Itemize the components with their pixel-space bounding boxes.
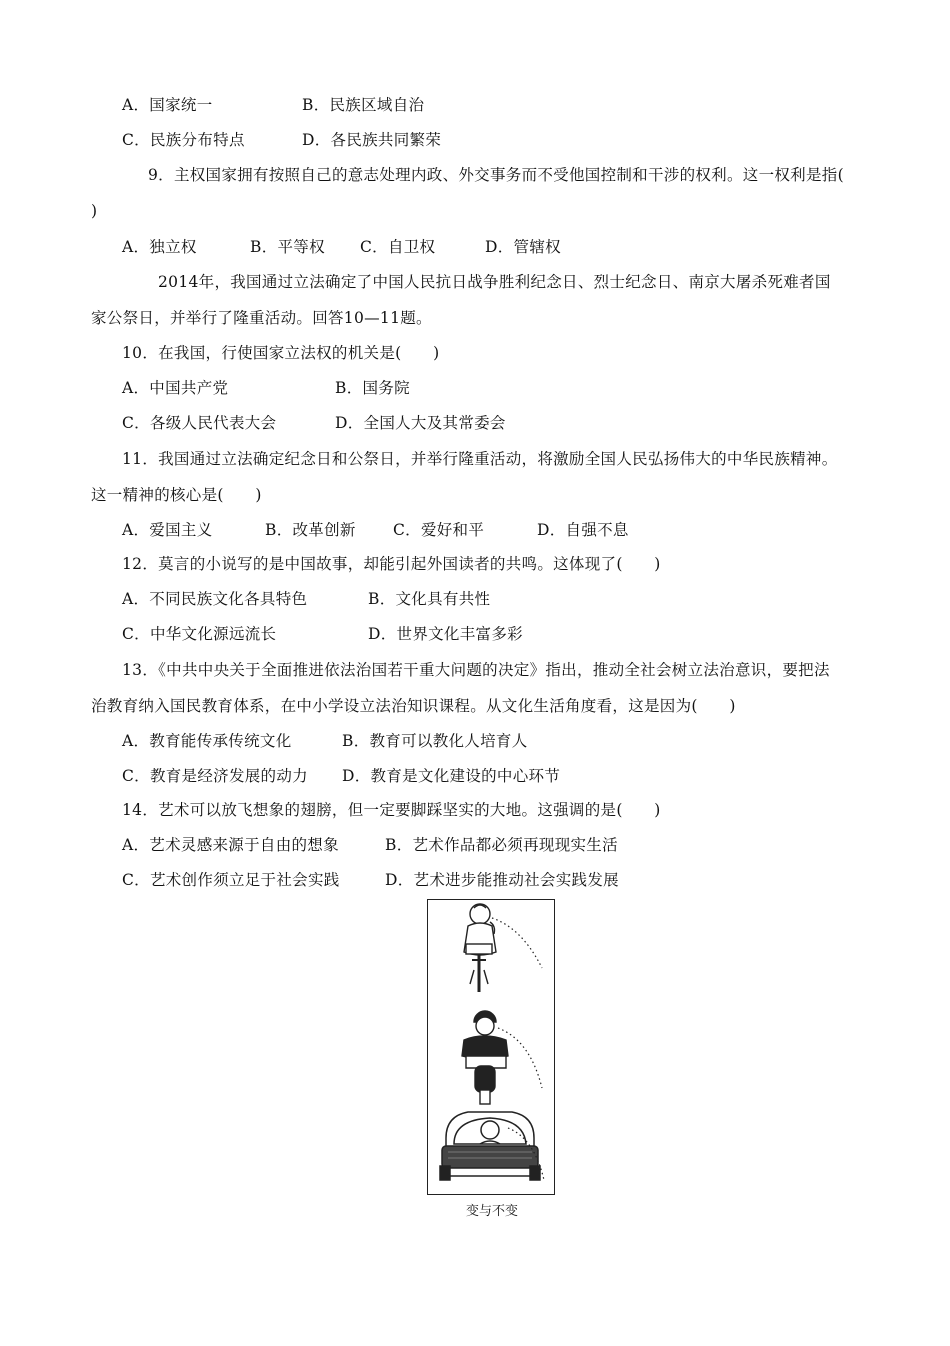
q11-option-d: D．自强不息	[537, 521, 629, 539]
q12-option-b: B．文化具有共性	[368, 590, 491, 608]
q14-option-b: B．艺术作品都必须再现现实生活	[385, 836, 618, 854]
q8-option-d: D．各民族共同繁荣	[302, 131, 442, 149]
q14-option-a: A．艺术灵感来源于自由的想象	[122, 836, 339, 854]
q13-stem-line-1: 13．《中共中央关于全面推进依法治国若干重大问题的决定》指出，推动全社会树立法治意识，要把法	[122, 661, 830, 679]
q10-option-c: C．各级人民代表大会	[122, 414, 277, 432]
material-line-1: 2014年，我国通过立法确定了中国人民抗日战争胜利纪念日、烈士纪念日、南京大屠杀死难者国	[158, 273, 831, 291]
q9-option-d: D．管辖权	[485, 238, 561, 256]
q8-option-b: B．民族区域自治	[302, 96, 425, 114]
q13-option-c: C．教育是经济发展的动力	[122, 767, 308, 785]
q8-option-c: C．民族分布特点	[122, 131, 245, 149]
q13-option-b: B．教育可以教化人培育人	[342, 732, 528, 750]
q12-stem: 12．莫言的小说写的是中国故事，却能引起外国读者的共鸣。这体现了( )	[122, 555, 661, 573]
q8-option-a: A．国家统一	[122, 96, 213, 114]
figure-caption: 变与不变	[465, 1204, 518, 1219]
q13-stem-line-2: 治教育纳入国民教育体系，在中小学设立法治知识课程。从文化生活角度看，这是因为( )	[91, 697, 736, 715]
q14-option-c: C．艺术创作须立足于社会实践	[122, 871, 340, 889]
q9-stem-line-2: )	[91, 202, 98, 220]
q13-option-d: D．教育是文化建设的中心环节	[342, 767, 561, 785]
q11-option-b: B．改革创新	[265, 521, 356, 539]
q14-option-d: D．艺术进步能推动社会实践发展	[385, 871, 619, 889]
q13-option-a: A．教育能传承传统文化	[122, 732, 292, 750]
q12-option-c: C．中华文化源远流长	[122, 625, 277, 643]
q9-option-a: A．独立权	[122, 238, 197, 256]
q11-option-c: C．爱好和平	[393, 521, 485, 539]
q11-stem-line-1: 11．我国通过立法确定纪念日和公祭日，并举行隆重活动，将激励全国人民弘扬伟大的中华民族精神。	[122, 450, 838, 468]
car-driver-drawing	[440, 1112, 544, 1180]
bicycle-rider-drawing	[464, 904, 542, 992]
motorcycle-rider-drawing	[462, 1011, 542, 1104]
q14-stem: 14．艺术可以放飞想象的翅膀，但一定要脚踩坚实的大地。这强调的是( )	[122, 801, 661, 819]
q9-option-c: C．自卫权	[360, 238, 436, 256]
q11-stem-line-2: 这一精神的核心是( )	[91, 486, 262, 504]
q11-option-a: A．爱国主义	[122, 521, 213, 539]
q12-option-a: A．不同民族文化各具特色	[122, 590, 308, 608]
q9-option-b: B．平等权	[250, 238, 325, 256]
q10-option-d: D．全国人大及其常委会	[335, 414, 506, 432]
q9-stem-line-1: 9．主权国家拥有按照自己的意志处理内政、外交事务而不受他国控制和干涉的权利。这一权利是指(	[148, 166, 844, 184]
q10-option-a: A．中国共产党	[122, 379, 229, 397]
q10-stem: 10．在我国，行使国家立法权的机关是( )	[122, 344, 440, 362]
cartoon-illustration	[428, 900, 553, 1193]
q10-option-b: B．国务院	[335, 379, 410, 397]
q12-option-d: D．世界文化丰富多彩	[368, 625, 523, 643]
material-line-2: 家公祭日，并举行了隆重活动。回答10—11题。	[91, 309, 432, 327]
cartoon-figure	[427, 899, 555, 1195]
